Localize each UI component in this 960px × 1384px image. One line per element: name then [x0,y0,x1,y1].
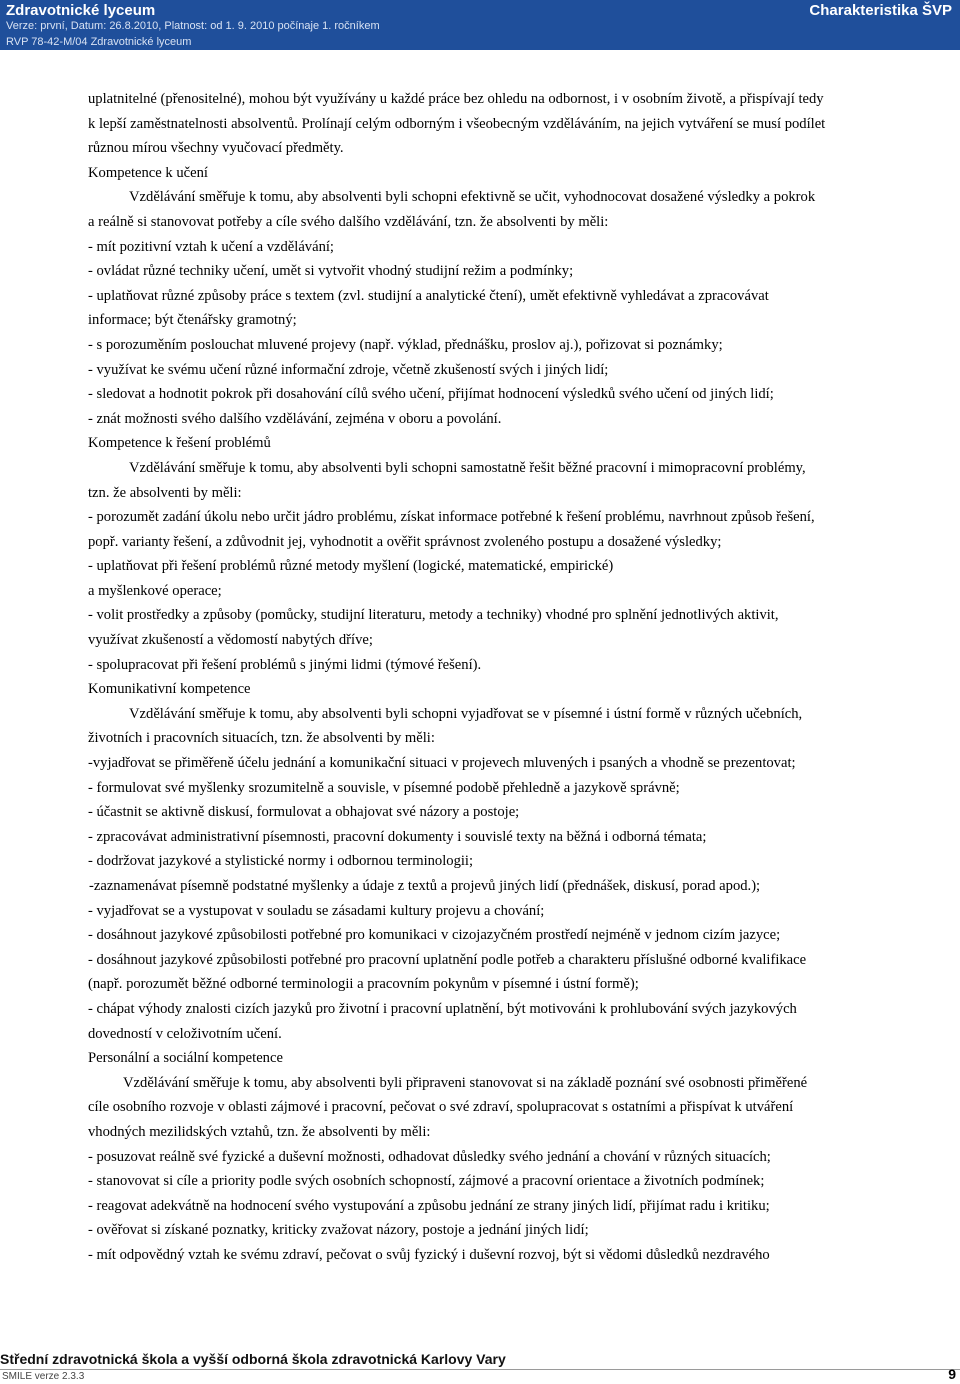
list-item: - dosáhnout jazykové způsobilosti potřebné pro pracovní uplatnění podle potřeb a charakteru příslušné odborné kvalifikace [88,951,807,968]
list-item: - využívat ke svému učení různé informační zdroje, včetně zkušeností svých i jiných lidí; [88,361,609,378]
list-item: -zaznamenávat písemně podstatné myšlenky a údaje z textů a projevů jiných lidí (přednášek, diskusí, porad apod.); [89,878,761,894]
list-item: - znát možnosti svého dalšího vzdělávání, zejména v oboru a povolání. [88,410,502,427]
text-line: (např. porozumět běžné odborné terminologii a pracovním pokynům v písemné i ústní formě); [88,976,639,993]
list-item: - dosáhnout jazykové způsobilosti potřebné pro komunikaci v cizojazyčném prostředí nejméně v jednom cizím jazyce; [88,927,781,944]
list-item: - volit prostředky a způsoby (pomůcky, studijní literaturu, metody a techniky) vhodné pro splnění jednotlivých aktivit, [88,607,779,624]
text-line: Vzdělávání směřuje k tomu, aby absolventi byli schopni vyjadřovat se v písemné i ústní formě v různých učebních, [129,705,803,722]
text-line: vhodných mezilidských vztahů, tzn. že absolventi by měli: [88,1123,431,1140]
section-heading: Personální a sociální kompetence [88,1050,283,1067]
list-item: - ověřovat si získané poznatky, kriticky zvažovat názory, postoje a jednání jiných lidí; [88,1222,589,1239]
list-item: - chápat výhody znalosti cizích jazyků pro životní i pracovní uplatnění, být motivováni k prohlubování svých jazykových [88,1000,797,1017]
list-item: - s porozuměním poslouchat mluvené projevy (např. výklad, přednášku, proslov aj.), pořizovat si poznámky; [88,336,723,353]
list-item: - uplatňovat při řešení problémů různé metody myšlení (logické, matematické, empirické) [88,558,614,575]
text-line: popř. varianty řešení, a zdůvodnit jej, vyhodnotit a ověřit správnost zvoleného postupu a dosažené výsledky; [88,533,722,550]
list-item: - vyjadřovat se a vystupovat v souladu se zásadami kultury projevu a chování; [88,902,545,919]
software-version: SMILE verze 2.3.3 [2,1371,85,1382]
section-title: Charakteristika ŠVP [809,2,952,19]
list-item: - posuzovat reálně své fyzické a duševní možnosti, odhadovat důsledky svého jednání a chování v různých situacích; [88,1148,771,1165]
text-line: Vzdělávání směřuje k tomu, aby absolventi byli schopni efektivně se učit, vyhodnocovat dosažené výsledky a pokrok [129,189,816,206]
text-line: využívat zkušeností a vědomostí nabytých dříve; [88,632,373,649]
rvp-code: RVP 78-42-M/04 Zdravotnické lyceum [6,36,192,48]
list-item: - mít pozitivní vztah k učení a vzdělávání; [88,238,334,255]
list-item: - stanovovat si cíle a priority podle svých osobních schopností, zájmové a pracovní orientace a životních podmínek; [88,1173,765,1190]
text-line: dovedností v celoživotním učení. [88,1025,282,1042]
text-line: uplatnitelné (přenositelné), mohou být využívány u každé práce bez ohledu na odbornost, i v osobním životě, a přispívají tedy [88,91,824,107]
section-heading: Kompetence k učení [88,164,208,181]
text-line: a myšlenkové operace; [88,582,222,599]
list-item: - formulovat své myšlenky srozumitelně a souvisle, v písemné podobě přehledně a jazykově správně; [88,779,680,796]
list-item: - účastnit se aktivně diskusí, formulovat a obhajovat své názory a postoje; [88,804,520,821]
list-item: - uplatňovat různé způsoby práce s textem (zvl. studijní a analytické čtení), umět efektivně vyhledávat a zpracovávat [88,287,769,304]
list-item: - spolupracovat při řešení problémů s jinými lidmi (týmové řešení). [88,656,482,673]
list-item: - porozumět zadání úkolu nebo určit jádro problému, získat informace potřebné k řešení problému, navrhnout způsob řešení, [88,509,815,526]
version-info: Verze: první, Datum: 26.8.2010, Platnost: od 1. 9. 2010 počínaje 1. ročníkem [6,20,380,32]
text-line: životních i pracovních situacích, tzn. že absolventi by měli: [88,730,435,747]
document-body [88,87,878,1268]
list-item: - ovládat různé techniky učení, umět si vytvořit vhodný studijní režim a podmínky; [88,263,574,280]
text-line: informace; být čtenářsky gramotný; [88,312,297,329]
text-line: k lepší zaměstnatelnosti absolventů. Prolínají celým odborným i všeobecným vzděláváním, na jejich vytváření se musí podílet [88,115,826,132]
page-number: 9 [948,1366,956,1382]
text-line: a reálně si stanovovat potřeby a cíle svého dalšího vzdělávání, tzn. že absolventi by měli: [88,213,609,230]
list-item: - mít odpovědný vztah ke svému zdraví, pečovat o svůj fyzický i duševní rozvoj, být si vědomi důsledků nezdravého [88,1246,770,1263]
text-line: tzn. že absolventi by měli: [88,484,242,501]
list-item: - dodržovat jazykové a stylistické normy i odbornou terminologii; [88,853,474,870]
section-heading: Kompetence k řešení problémů [88,435,271,452]
text-line: různou mírou všechny vyučovací předměty. [88,140,344,157]
document-header [0,0,960,50]
text-line: cíle osobního rozvoje v oblasti zájmové i pracovní, pečovat o své zdraví, spolupracovat s ostatními a přispívat k utváření [88,1099,794,1116]
school-program-name: Zdravotnické lyceum [6,2,156,19]
list-item: - zpracovávat administrativní písemnosti, pracovní dokumenty i souvislé texty na běžná i odborná témata; [88,828,707,845]
list-item: - reagovat adekvátně na hodnocení svého vystupování a způsobu jednání ze strany jiných lidí, přijímat radu i kritiku; [88,1197,770,1214]
list-item: - sledovat a hodnotit pokrok při dosahování cílů svého učení, přijímat hodnocení výsledků svého učení od jiných lidí; [88,386,774,403]
text-line: Vzdělávání směřuje k tomu, aby absolventi byli připraveni stanovovat si na základě poznání své osobnosti přiměřené [123,1074,808,1091]
footer-school-name: Střední zdravotnická škola a vyšší odborná škola zdravotnická Karlovy Vary [0,1351,506,1367]
list-item: -vyjadřovat se přiměřeně účelu jednání a komunikační situaci v projevech mluvených i psaných a vhodně se prezentovat; [88,755,796,772]
text-line: Vzdělávání směřuje k tomu, aby absolventi byli schopni samostatně řešit běžné pracovní i mimopracovní problémy, [129,459,806,476]
footer-divider [0,1369,960,1370]
section-heading: Komunikativní kompetence [88,681,251,698]
